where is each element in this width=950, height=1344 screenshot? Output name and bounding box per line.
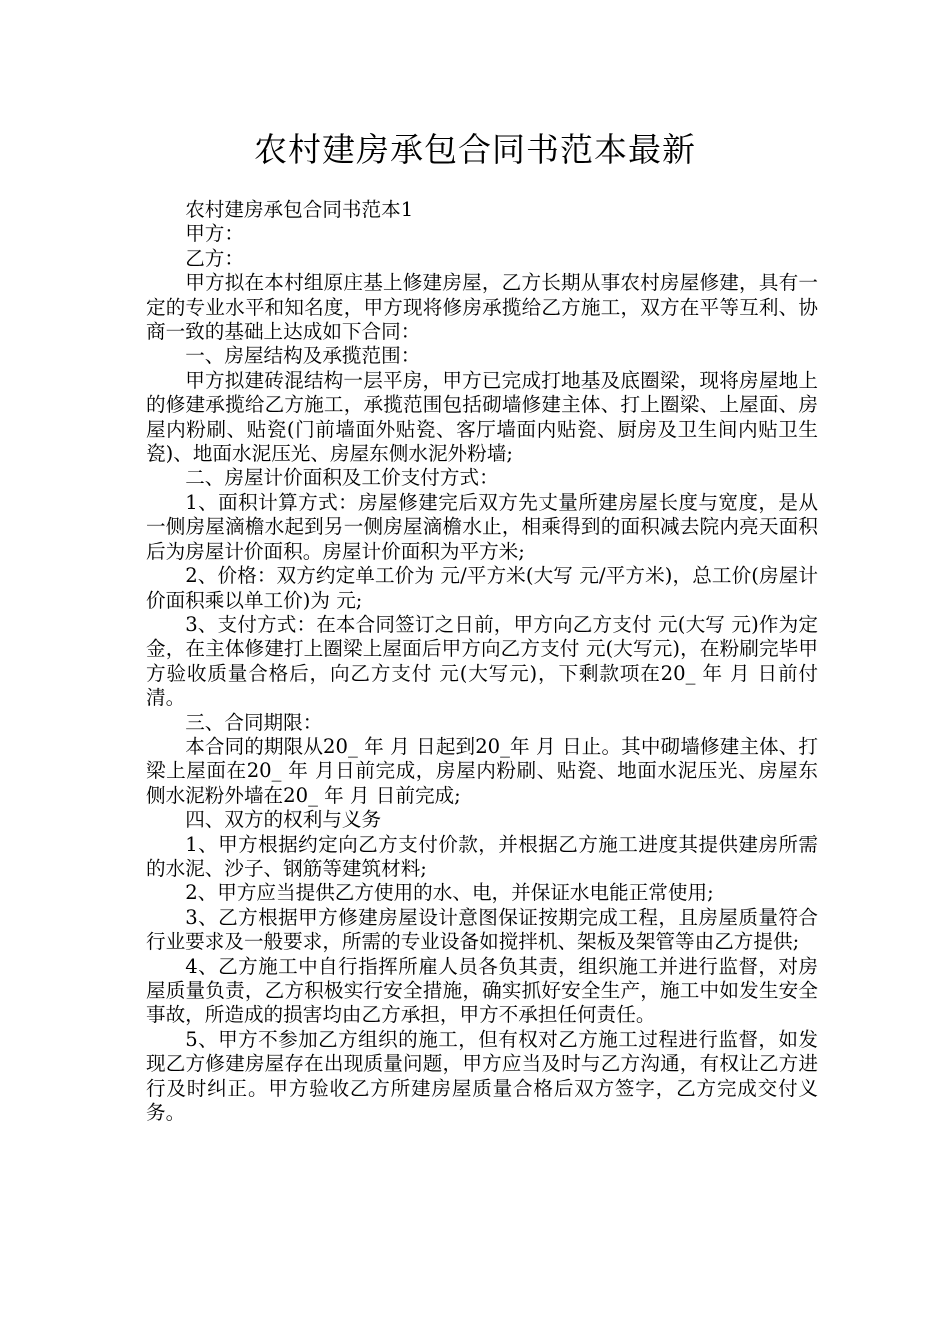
party-b-line: 乙方： xyxy=(185,246,244,270)
clause-paragraph: 4、乙方施工中自行指挥所雇人员各负其责，组织施工并进行监督，对房屋质量负责，乙方积极实行安全措施，确实抓好安全生产，施工中如发生安全事故，所造成的损害均由乙方承担，甲方不承担任何责任。 xyxy=(146,954,818,1027)
party-a-line: 甲方： xyxy=(185,222,244,246)
document-body xyxy=(146,198,818,1125)
section-heading-4: 四、双方的权利与义务 xyxy=(185,808,382,832)
clause-paragraph: 1、甲方根据约定向乙方支付价款，并根据乙方施工进度其提供建房所需的水泥、沙子、钢筋等建筑材料; xyxy=(146,832,818,880)
clause-paragraph: 2、甲方应当提供乙方使用的水、电，并保证水电能正常使用; xyxy=(185,881,714,905)
body-paragraph: 甲方拟建砖混结构一层平房，甲方已完成打地基及底圈梁，现将房屋地上的修建承揽给乙方施工，承揽范围包括砌墙修建主体、打上圈梁、上屋面、房屋内粉刷、贴瓷(门前墙面外贴瓷、客厅墙面内贴瓷、厨房及卫生间内贴卫生瓷)、地面水泥压光、房屋东侧水泥外粉墙; xyxy=(146,368,818,466)
section-heading-1: 一、房屋结构及承揽范围： xyxy=(185,344,421,368)
section-heading-2: 二、房屋计价面积及工价支付方式： xyxy=(185,466,499,490)
preamble-paragraph: 甲方拟在本村组原庄基上修建房屋，乙方长期从事农村房屋修建，具有一定的专业水平和知名度，甲方现将修房承揽给乙方施工，双方在平等互利、协商一致的基础上达成如下合同： xyxy=(146,271,818,344)
subtitle-paragraph: 农村建房承包合同书范本1 xyxy=(185,198,414,221)
section-heading-3: 三、合同期限： xyxy=(185,710,323,734)
clause-paragraph: 3、支付方式：在本合同签订之日前，甲方向乙方支付 元(大写 元)作为定金，在主体修建打上圈梁上屋面后甲方向乙方支付 元(大写元)，在粉刷完毕甲方验收质量合格后，向乙方支付 元(大写元)，下剩款项在20_ 年 月 日前付清。 xyxy=(146,612,818,710)
clause-paragraph: 3、乙方根据甲方修建房屋设计意图保证按期完成工程，且房屋质量符合行业要求及一般要求，所需的专业设备如搅拌机、架板及架管等由乙方提供; xyxy=(146,905,818,954)
clause-paragraph: 1、面积计算方式：房屋修建完后双方先丈量所建房屋长度与宽度，是从一侧房屋滴檐水起到另一侧房屋滴檐水止，相乘得到的面积减去院内亮天面积后为房屋计价面积。房屋计价面积为平方米; xyxy=(146,490,818,563)
clause-paragraph: 5、甲方不参加乙方组织的施工，但有权对乙方施工过程进行监督，如发现乙方修建房屋存在出现质量问题，甲方应当及时与乙方沟通，有权让乙方进行及时纠正。甲方验收乙方所建房屋质量合格后双方签字，乙方完成交付义务。 xyxy=(146,1027,818,1125)
clause-paragraph: 2、价格：双方约定单工价为 元/平方米(大写 元/平方米)，总工价(房屋计价面积乘以单工价)为 元; xyxy=(146,564,818,612)
body-paragraph: 本合同的期限从20_ 年 月 日起到20_年 月 日止。其中砌墙修建主体、打梁上屋面在20_ 年 月日前完成，房屋内粉刷、贴瓷、地面水泥压光、房屋东侧水泥粉外墙在20_ 年 月 日前完成; xyxy=(146,734,818,807)
document-title: 农村建房承包合同书范本最新 xyxy=(254,130,696,169)
